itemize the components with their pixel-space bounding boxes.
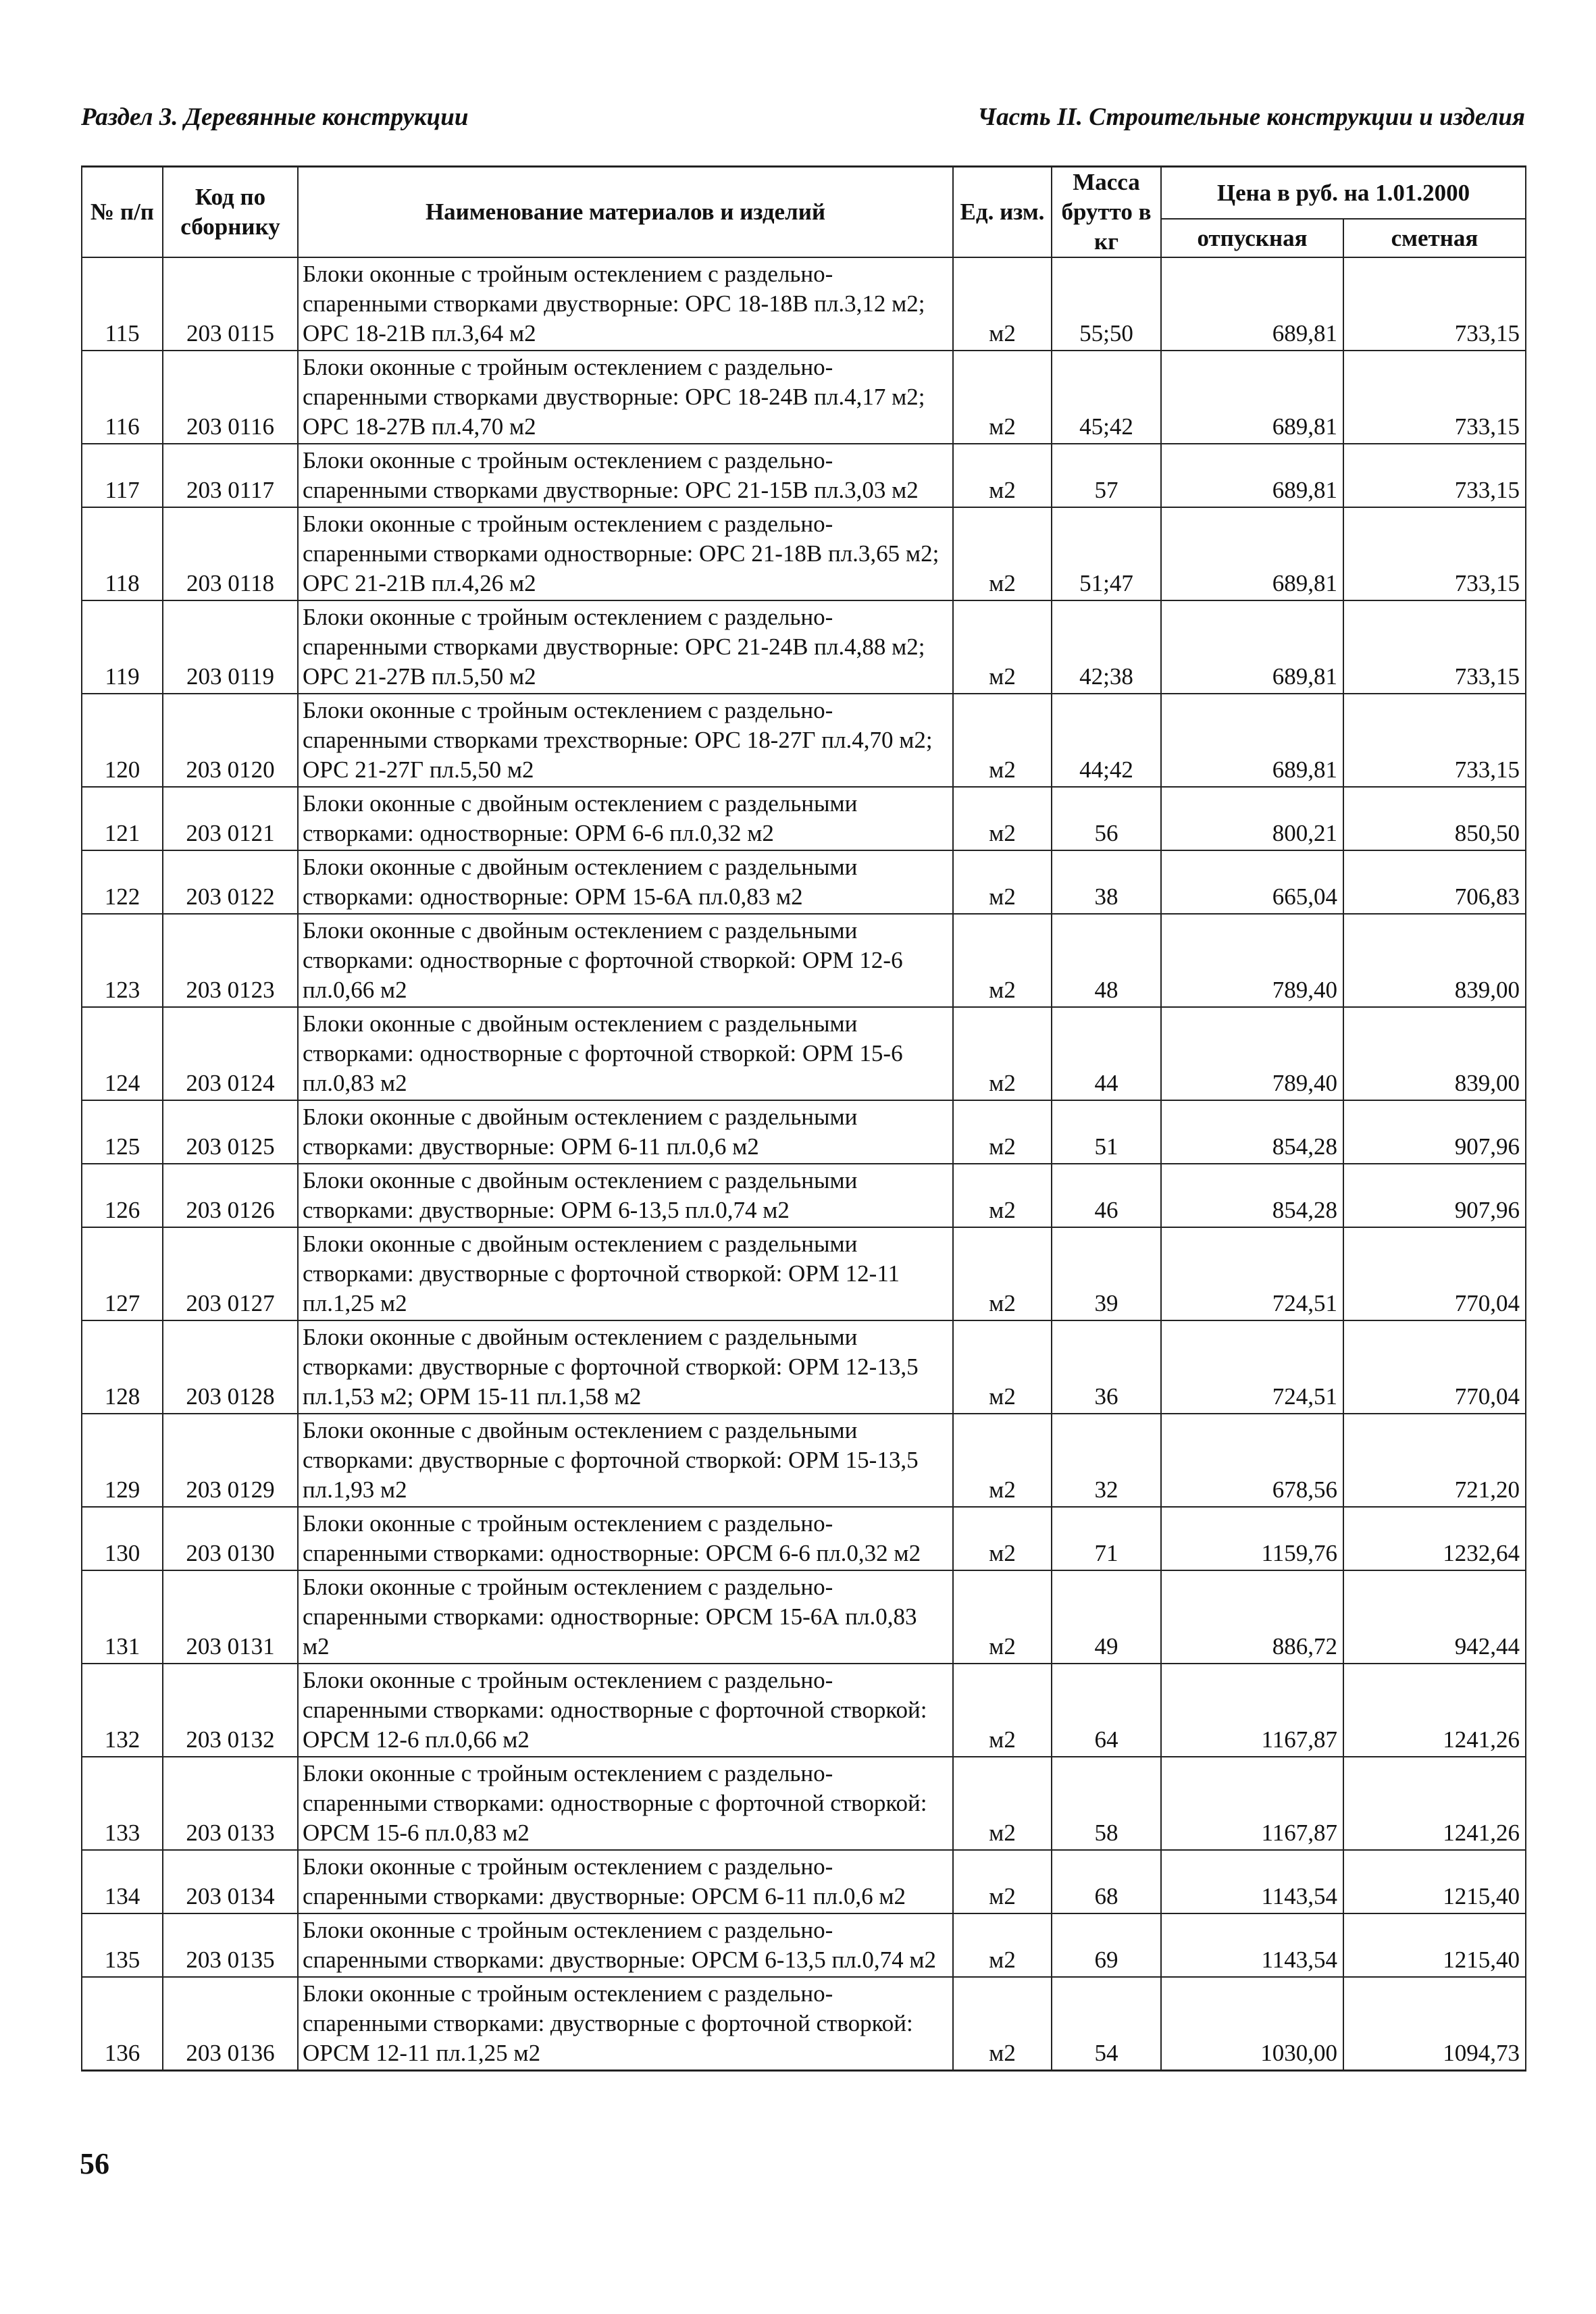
- row-price-release: 724,51: [1161, 1320, 1343, 1414]
- table-row: [82, 1977, 1526, 2071]
- row-code: 203 0134: [163, 1850, 298, 1913]
- row-price-release: 689,81: [1161, 694, 1343, 787]
- table-row: [82, 1164, 1526, 1227]
- row-mass: 32: [1052, 1414, 1161, 1507]
- row-unit: м2: [953, 1570, 1052, 1664]
- row-name: Блоки оконные с двойным остеклением с раздельными створками: одностворные: ОРМ 15-6А пл.0,83 м2: [298, 850, 953, 914]
- table-row: [82, 444, 1526, 507]
- row-code: 203 0122: [163, 850, 298, 914]
- row-name: Блоки оконные с двойным остеклением с раздельными створками: одностворные: ОРМ 6-6 пл.0,32 м2: [298, 787, 953, 850]
- row-price-release: 854,28: [1161, 1100, 1343, 1164]
- row-name: Блоки оконные с двойным остеклением с раздельными створками: двустворные: ОРМ 6-13,5 пл.0,74 м2: [298, 1164, 953, 1227]
- row-name: Блоки оконные с тройным остеклением с раздельно-спаренными створками: одностворные с форточной створкой: ОРСМ 15-6 пл.0,83 м2: [298, 1757, 953, 1850]
- row-price-estimate: 733,15: [1343, 694, 1526, 787]
- table-row: [82, 1007, 1526, 1100]
- row-name: Блоки оконные с тройным остеклением с раздельно-спаренными створками одностворные: ОРС 21-18В пл.3,65 м2; ОРС 21-21В пл.4,26 м2: [298, 507, 953, 600]
- table-row: [82, 1913, 1526, 1977]
- row-name: Блоки оконные с тройным остеклением с раздельно-спаренными створками двустворные: ОРС 18-24В пл.4,17 м2; ОРС 18-27В пл.4,70 м2: [298, 351, 953, 444]
- row-code: 203 0130: [163, 1507, 298, 1570]
- table-row: [82, 1664, 1526, 1757]
- row-price-estimate: 733,15: [1343, 600, 1526, 694]
- price-table: [81, 165, 1526, 2072]
- row-name: Блоки оконные с двойным остеклением с раздельными створками: двустворные с форточной створкой: ОРМ 12-11 пл.1,25 м2: [298, 1227, 953, 1320]
- row-price-estimate: 733,15: [1343, 351, 1526, 444]
- row-number: 129: [82, 1414, 163, 1507]
- row-number: 118: [82, 507, 163, 600]
- row-mass: 56: [1052, 787, 1161, 850]
- row-price-release: 1159,76: [1161, 1507, 1343, 1570]
- row-number: 133: [82, 1757, 163, 1850]
- row-mass: 69: [1052, 1913, 1161, 1977]
- row-number: 121: [82, 787, 163, 850]
- row-price-estimate: 770,04: [1343, 1320, 1526, 1414]
- row-number: 120: [82, 694, 163, 787]
- row-mass: 42;38: [1052, 600, 1161, 694]
- row-mass: 57: [1052, 444, 1161, 507]
- row-code: 203 0129: [163, 1414, 298, 1507]
- table-row: [82, 850, 1526, 914]
- table-row: [82, 1227, 1526, 1320]
- row-number: 136: [82, 1977, 163, 2071]
- row-price-estimate: 942,44: [1343, 1570, 1526, 1664]
- row-name: Блоки оконные с тройным остеклением с раздельно-спаренными створками: одностворные с форточной створкой: ОРСМ 12-6 пл.0,66 м2: [298, 1664, 953, 1757]
- row-price-estimate: 1241,26: [1343, 1757, 1526, 1850]
- row-unit: м2: [953, 507, 1052, 600]
- header-price-estimate: сметная: [1343, 219, 1526, 257]
- row-code: 203 0117: [163, 444, 298, 507]
- row-mass: 38: [1052, 850, 1161, 914]
- row-mass: 51;47: [1052, 507, 1161, 600]
- table-row: [82, 351, 1526, 444]
- row-number: 119: [82, 600, 163, 694]
- header-price-release: отпускная: [1161, 219, 1343, 257]
- row-unit: м2: [953, 600, 1052, 694]
- row-name: Блоки оконные с тройным остеклением с раздельно-спаренными створками: двустворные: ОРСМ 6-11 пл.0,6 м2: [298, 1850, 953, 1913]
- row-name: Блоки оконные с двойным остеклением с раздельными створками: двустворные: ОРМ 6-11 пл.0,6 м2: [298, 1100, 953, 1164]
- row-mass: 49: [1052, 1570, 1161, 1664]
- row-price-estimate: 733,15: [1343, 507, 1526, 600]
- row-name: Блоки оконные с тройным остеклением с раздельно-спаренными створками двустворные: ОРС 18-18В пл.3,12 м2; ОРС 18-21В пл.3,64 м2: [298, 257, 953, 351]
- row-code: 203 0133: [163, 1757, 298, 1850]
- row-name: Блоки оконные с тройным остеклением с раздельно-спаренными створками: двустворные: ОРСМ 6-13,5 пл.0,74 м2: [298, 1913, 953, 1977]
- row-price-release: 1143,54: [1161, 1913, 1343, 1977]
- row-mass: 58: [1052, 1757, 1161, 1850]
- row-mass: 54: [1052, 1977, 1161, 2071]
- row-price-release: 1167,87: [1161, 1664, 1343, 1757]
- row-code: 203 0136: [163, 1977, 298, 2071]
- row-unit: м2: [953, 257, 1052, 351]
- row-code: 203 0115: [163, 257, 298, 351]
- row-unit: м2: [953, 1164, 1052, 1227]
- row-price-release: 886,72: [1161, 1570, 1343, 1664]
- row-price-release: 789,40: [1161, 914, 1343, 1007]
- row-price-release: 1030,00: [1161, 1977, 1343, 2071]
- row-price-estimate: 839,00: [1343, 1007, 1526, 1100]
- row-name: Блоки оконные с тройным остеклением с раздельно-спаренными створками: одностворные: ОРСМ 15-6А пл.0,83 м2: [298, 1570, 953, 1664]
- row-name: Блоки оконные с тройным остеклением с раздельно-спаренными створками: одностворные: ОРСМ 6-6 пл.0,32 м2: [298, 1507, 953, 1570]
- row-code: 203 0121: [163, 787, 298, 850]
- row-mass: 48: [1052, 914, 1161, 1007]
- row-price-estimate: 907,96: [1343, 1164, 1526, 1227]
- row-price-estimate: 721,20: [1343, 1414, 1526, 1507]
- row-number: 132: [82, 1664, 163, 1757]
- row-price-release: 689,81: [1161, 257, 1343, 351]
- row-unit: м2: [953, 694, 1052, 787]
- row-price-estimate: 850,50: [1343, 787, 1526, 850]
- row-number: 116: [82, 351, 163, 444]
- row-name: Блоки оконные с двойным остеклением с раздельными створками: одностворные с форточной створкой: ОРМ 15-6 пл.0,83 м2: [298, 1007, 953, 1100]
- header-name: Наименование материалов и изделий: [298, 167, 953, 258]
- row-price-release: 689,81: [1161, 600, 1343, 694]
- row-price-release: 678,56: [1161, 1414, 1343, 1507]
- table-row: [82, 1757, 1526, 1850]
- row-price-release: 1167,87: [1161, 1757, 1343, 1850]
- row-price-estimate: 907,96: [1343, 1100, 1526, 1164]
- row-price-release: 1143,54: [1161, 1850, 1343, 1913]
- section-header: Раздел 3. Деревянные конструкции: [81, 103, 469, 131]
- row-unit: м2: [953, 787, 1052, 850]
- row-name: Блоки оконные с двойным остеклением с раздельными створками: одностворные с форточной створкой: ОРМ 12-6 пл.0,66 м2: [298, 914, 953, 1007]
- row-mass: 51: [1052, 1100, 1161, 1164]
- table-row: [82, 600, 1526, 694]
- row-code: 203 0119: [163, 600, 298, 694]
- row-code: 203 0124: [163, 1007, 298, 1100]
- header-num: № п/п: [82, 167, 163, 258]
- table-body: [82, 257, 1526, 2071]
- row-code: 203 0127: [163, 1227, 298, 1320]
- row-unit: м2: [953, 1913, 1052, 1977]
- row-unit: м2: [953, 1100, 1052, 1164]
- table-row: [82, 1507, 1526, 1570]
- row-mass: 44;42: [1052, 694, 1161, 787]
- row-number: 124: [82, 1007, 163, 1100]
- row-mass: 68: [1052, 1850, 1161, 1913]
- row-code: 203 0131: [163, 1570, 298, 1664]
- header-mass: Масса брутто в кг: [1052, 167, 1161, 258]
- table-row: [82, 1320, 1526, 1414]
- row-code: 203 0125: [163, 1100, 298, 1164]
- row-name: Блоки оконные с тройным остеклением с раздельно-спаренными створками двустворные: ОРС 21-24В пл.4,88 м2; ОРС 21-27В пл.5,50 м2: [298, 600, 953, 694]
- header-price-group: Цена в руб. на 1.01.2000: [1161, 167, 1526, 220]
- row-code: 203 0116: [163, 351, 298, 444]
- row-code: 203 0126: [163, 1164, 298, 1227]
- table-row: [82, 787, 1526, 850]
- row-price-release: 789,40: [1161, 1007, 1343, 1100]
- row-code: 203 0120: [163, 694, 298, 787]
- row-unit: м2: [953, 351, 1052, 444]
- table-row: [82, 694, 1526, 787]
- row-unit: м2: [953, 1320, 1052, 1414]
- table-row: [82, 914, 1526, 1007]
- row-price-estimate: 1241,26: [1343, 1664, 1526, 1757]
- row-unit: м2: [953, 444, 1052, 507]
- table-row: [82, 1414, 1526, 1507]
- row-price-release: 800,21: [1161, 787, 1343, 850]
- row-number: 117: [82, 444, 163, 507]
- row-price-estimate: 1215,40: [1343, 1850, 1526, 1913]
- row-mass: 64: [1052, 1664, 1161, 1757]
- row-price-release: 665,04: [1161, 850, 1343, 914]
- header-code: Код по сборнику: [163, 167, 298, 258]
- row-number: 122: [82, 850, 163, 914]
- row-price-estimate: 770,04: [1343, 1227, 1526, 1320]
- row-unit: м2: [953, 1227, 1052, 1320]
- row-price-release: 724,51: [1161, 1227, 1343, 1320]
- row-code: 203 0128: [163, 1320, 298, 1414]
- row-price-estimate: 733,15: [1343, 444, 1526, 507]
- row-price-estimate: 839,00: [1343, 914, 1526, 1007]
- row-mass: 36: [1052, 1320, 1161, 1414]
- row-number: 131: [82, 1570, 163, 1664]
- table-row: [82, 1570, 1526, 1664]
- row-mass: 45;42: [1052, 351, 1161, 444]
- row-price-estimate: 733,15: [1343, 257, 1526, 351]
- row-price-release: 689,81: [1161, 444, 1343, 507]
- row-mass: 44: [1052, 1007, 1161, 1100]
- row-price-estimate: 1215,40: [1343, 1913, 1526, 1977]
- table-row: [82, 1850, 1526, 1913]
- page-number: 56: [80, 2147, 109, 2180]
- row-mass: 55;50: [1052, 257, 1161, 351]
- row-price-estimate: 706,83: [1343, 850, 1526, 914]
- row-unit: м2: [953, 1664, 1052, 1757]
- row-unit: м2: [953, 1414, 1052, 1507]
- row-number: 130: [82, 1507, 163, 1570]
- row-name: Блоки оконные с тройным остеклением с раздельно-спаренными створками двустворные: ОРС 21-15В пл.3,03 м2: [298, 444, 953, 507]
- row-price-release: 689,81: [1161, 351, 1343, 444]
- row-code: 203 0135: [163, 1913, 298, 1977]
- table-row: [82, 257, 1526, 351]
- row-number: 134: [82, 1850, 163, 1913]
- row-name: Блоки оконные с тройным остеклением с раздельно-спаренными створками трехстворные: ОРС 18-27Г пл.4,70 м2; ОРС 21-27Г пл.5,50 м2: [298, 694, 953, 787]
- row-number: 135: [82, 1913, 163, 1977]
- row-name: Блоки оконные с двойным остеклением с раздельными створками: двустворные с форточной створкой: ОРМ 15-13,5 пл.1,93 м2: [298, 1414, 953, 1507]
- row-price-estimate: 1094,73: [1343, 1977, 1526, 2071]
- row-unit: м2: [953, 1850, 1052, 1913]
- row-unit: м2: [953, 1977, 1052, 2071]
- row-code: 203 0118: [163, 507, 298, 600]
- row-code: 203 0132: [163, 1664, 298, 1757]
- row-number: 128: [82, 1320, 163, 1414]
- row-price-estimate: 1232,64: [1343, 1507, 1526, 1570]
- row-code: 203 0123: [163, 914, 298, 1007]
- row-unit: м2: [953, 1757, 1052, 1850]
- row-price-release: 689,81: [1161, 507, 1343, 600]
- row-name: Блоки оконные с тройным остеклением с раздельно-спаренными створками: двустворные с форточной створкой: ОРСМ 12-11 пл.1,25 м2: [298, 1977, 953, 2071]
- row-number: 123: [82, 914, 163, 1007]
- row-name: Блоки оконные с двойным остеклением с раздельными створками: двустворные с форточной створкой: ОРМ 12-13,5 пл.1,53 м2; ОРМ 15-11 пл.1,58 м2: [298, 1320, 953, 1414]
- part-header: Часть II. Строительные конструкции и изделия: [977, 103, 1525, 131]
- table-row: [82, 1100, 1526, 1164]
- row-number: 126: [82, 1164, 163, 1227]
- row-number: 125: [82, 1100, 163, 1164]
- row-unit: м2: [953, 1007, 1052, 1100]
- row-number: 115: [82, 257, 163, 351]
- row-number: 127: [82, 1227, 163, 1320]
- row-unit: м2: [953, 914, 1052, 1007]
- row-mass: 39: [1052, 1227, 1161, 1320]
- table-row: [82, 507, 1526, 600]
- header-unit: Ед. изм.: [953, 167, 1052, 258]
- row-unit: м2: [953, 1507, 1052, 1570]
- row-price-release: 854,28: [1161, 1164, 1343, 1227]
- row-unit: м2: [953, 850, 1052, 914]
- row-mass: 46: [1052, 1164, 1161, 1227]
- row-mass: 71: [1052, 1507, 1161, 1570]
